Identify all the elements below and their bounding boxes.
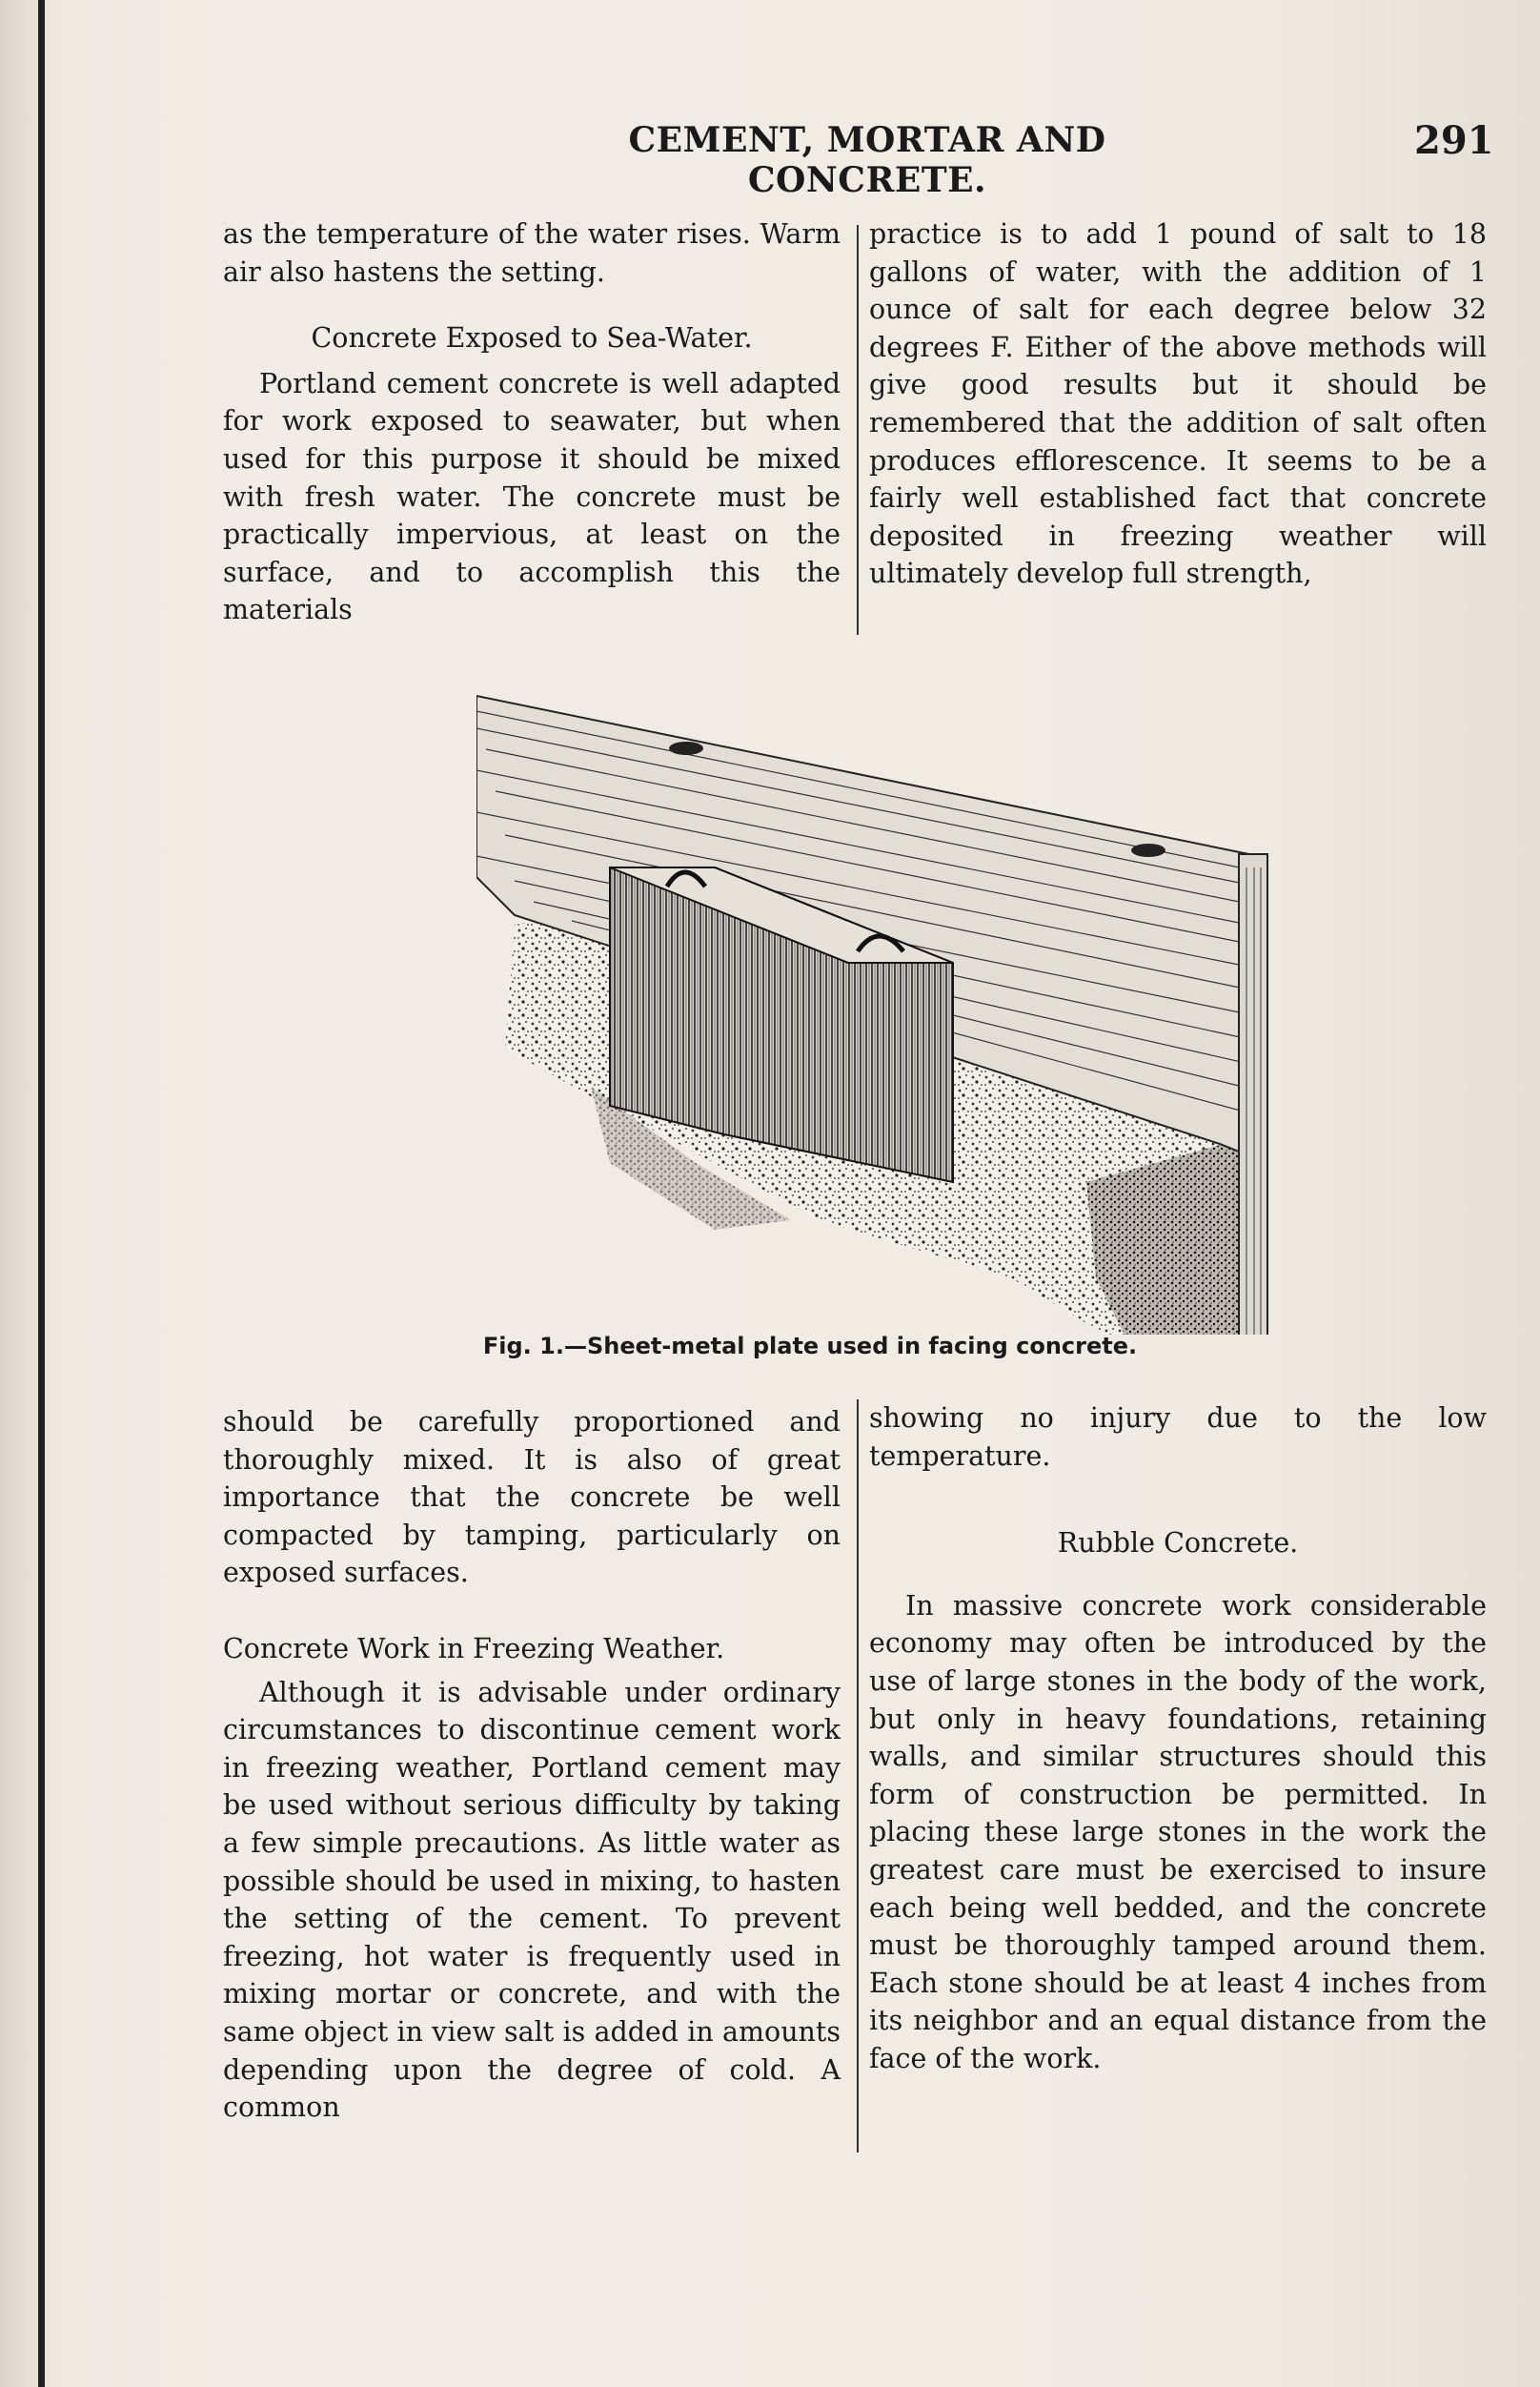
paragraph: practice is to add 1 pound of salt to 18 gallons of water, with the addition of 1 ounce of salt for each degree below 32 degrees F. Either of the above methods will give good results but it should be remembered that the addition of salt often produces efflorescence. It seems to be a fairly well established fact that concrete deposited in freezing weather will ultimately develop full strength, — [869, 218, 1487, 590]
top-right-column — [869, 215, 1487, 593]
column-divider — [857, 225, 859, 635]
figure-caption: Fig. 1.—Sheet-metal plate used in facing concrete. — [482, 1333, 1138, 1359]
column-divider — [857, 1399, 859, 2152]
figure-sheet-metal-plate-illustration — [476, 686, 1277, 1335]
running-head: CEMENT, MORTAR AND CONCRETE. — [628, 120, 1106, 200]
page-number: 291 — [1414, 118, 1494, 163]
page-binding-edge — [38, 0, 45, 2387]
board-edge-shape — [1239, 854, 1267, 1335]
section-heading-sea-water: Concrete Exposed to Sea-Water. — [311, 322, 753, 355]
paragraph: as the temperature of the water rises. Warm air also hastens the setting. — [223, 218, 841, 288]
section-heading-rubble-concrete: Rubble Concrete. — [1057, 1527, 1299, 1560]
paragraph: In massive concrete work considerable economy may often be introduced by the use of large stones in the body of the work, but only in heavy foundations, retaining walls, and similar structures should this form of construction be permitted. In placing these large stones in the work the greatest care must be exercised to insure each being well bedded, and the concrete must be thoroughly tamped around them. Each stone should be at least 4 inches from its neighbor and an equal distance from the face of the work. — [869, 1589, 1487, 2074]
board-clip-shape — [669, 742, 703, 755]
section-heading-freezing-weather: Concrete Work in Freezing Weather. — [223, 1632, 725, 1664]
top-left-column — [223, 215, 841, 629]
paragraph: Although it is advisable under ordinary circumstances to discontinue cement work in freezing weather, Portland cement may be used without serious difficulty by taking a few simple precautions. As little water as possible should be used in mixing, to hasten the setting of the cement. To prevent freezing, hot water is frequently used in mixing mortar or concrete, and with the same object in view salt is added in amounts depending upon the degree of cold. A common — [223, 1676, 841, 2124]
paragraph: Portland cement concrete is well adapted for work exposed to seawater, but when used for this purpose it should be mixed with fresh water. The concrete must be practically impervious, at least on the surface, and to accomplish this the materials — [223, 367, 841, 626]
bottom-left-column — [223, 1403, 841, 2127]
bottom-right-column — [869, 1399, 1487, 2078]
board-clip-shape — [1131, 844, 1165, 857]
paragraph: should be carefully proportioned and thoroughly mixed. It is also of great importance that the concrete be well compacted by tamping, particularly on exposed surfaces. — [223, 1406, 841, 1589]
paragraph: showing no injury due to the low temperature. — [869, 1402, 1487, 1472]
